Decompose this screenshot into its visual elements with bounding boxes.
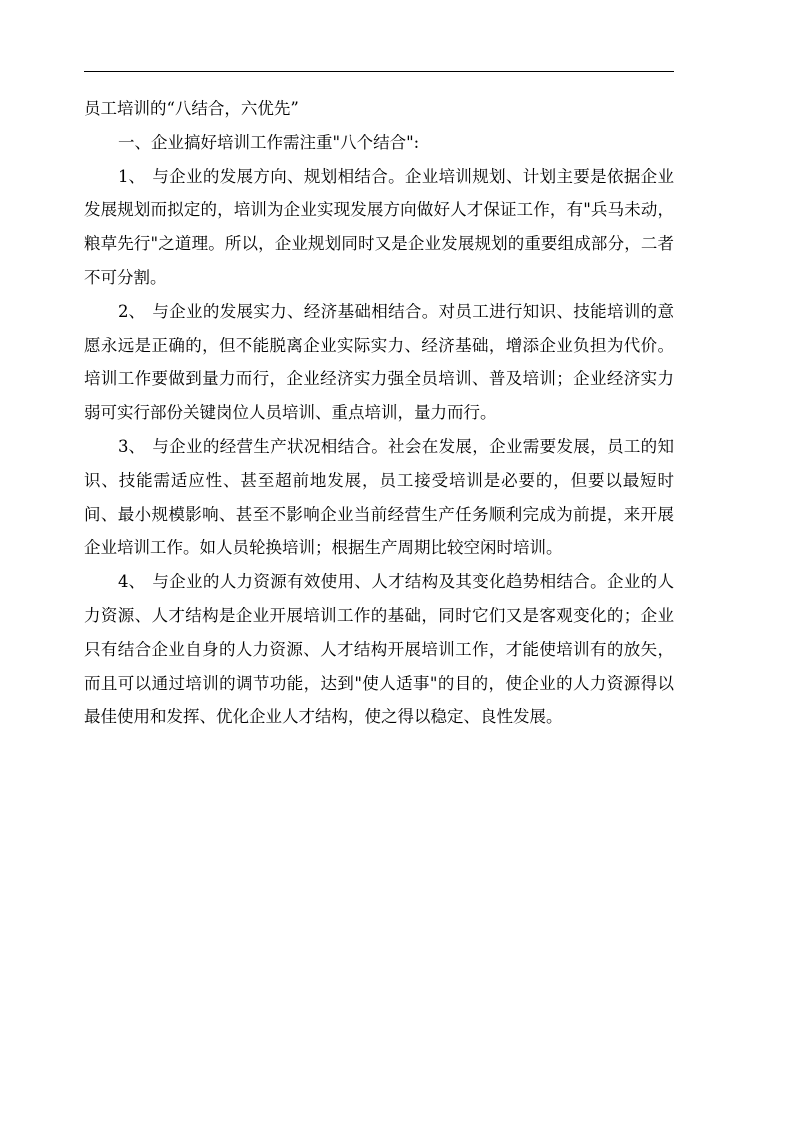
- document-title: 员工培训的“八结合，六优先”: [84, 99, 299, 118]
- item-number: 4、: [118, 572, 145, 592]
- section-heading: 一、企业搞好培训工作需注重"八个结合":: [118, 132, 420, 152]
- item-text: 与企业的发展方向、规划相结合。企业培训规划、计划主要是依据企业发展规划而拟定的，培训为企业实现发展方向做好人才保证工作，有"兵马未动，粮草先行"之道理。所以，企业规划同时又是企业发展规划的重要组成部分，二者不可分割。: [84, 166, 674, 287]
- list-item: [84, 160, 674, 295]
- item-number: 3、: [118, 436, 145, 456]
- item-number: 1、: [118, 166, 145, 186]
- item-number: 2、: [118, 301, 145, 321]
- list-item: [84, 295, 674, 430]
- item-text: 与企业的经营生产状况相结合。社会在发展，企业需要发展，员工的知识、技能需适应性、甚至超前地发展，员工接受培训是必要的，但要以最短时间、最小规模影响、甚至不影响企业当前经营生产任务顺利完成为前提，来开展企业培训工作。如人员轮换培训；根据生产周期比较空闲时培训。: [84, 436, 674, 558]
- header-rule: [84, 71, 674, 72]
- item-text: 与企业的发展实力、经济基础相结合。对员工进行知识、技能培训的意愿永远是正确的，但不能脱离企业实际实力、经济基础，增添企业负担为代价。培训工作要做到量力而行，企业经济实力强全员培训、普及培训；企业经济实力弱可实行部份关键岗位人员培训、重点培训，量力而行。: [84, 301, 674, 423]
- document-body: [84, 92, 674, 734]
- list-item: [84, 565, 674, 734]
- item-text: 与企业的人力资源有效使用、人才结构及其变化趋势相结合。企业的人力资源、人才结构是企业开展培训工作的基础，同时它们又是客观变化的；企业只有结合企业自身的人力资源、人才结构开展培训工作，才能使培训有的放矢，而且可以通过培训的调节功能，达到"使人适事"的目的，使企业的人力资源得以最佳使用和发挥、优化企业人才结构，使之得以稳定、良性发展。: [84, 572, 674, 727]
- list-item: [84, 430, 674, 565]
